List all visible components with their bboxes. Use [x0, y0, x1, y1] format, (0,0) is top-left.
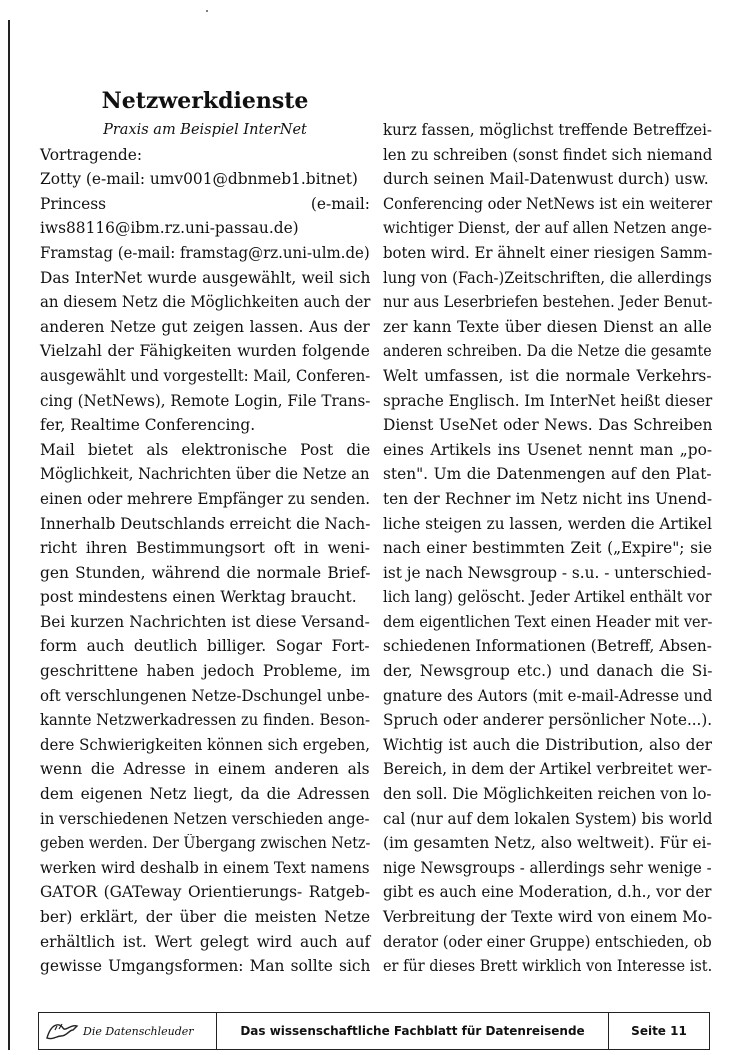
text-line: Bei kurzen Nachrichten ist diese Versand- [40, 612, 370, 631]
text-line: nige Newsgroups - allerdings sehr wenige - [383, 858, 712, 877]
left-column-text [40, 143, 370, 979]
text-line: werken wird deshalb in einem Text namens [40, 858, 370, 877]
text-line: Bereich, in dem der Artikel verbreitet wer- [383, 760, 712, 779]
right-column [383, 118, 712, 979]
text-line: Wichtig ist auch die Distribution, also der [383, 735, 712, 754]
text-line: Möglichkeit, Nachrichten über die Netze an [40, 465, 370, 484]
text-line-part: (e-mail: [310, 194, 370, 213]
text-line-part: Princess [40, 194, 107, 213]
article-title: Netzwerkdienste [101, 88, 309, 114]
text-line: zer kann Texte über diesen Dienst an alle [383, 317, 712, 336]
right-column-text [383, 118, 712, 979]
text-line: boten wird. Er ähnelt einer riesigen Samm- [383, 243, 713, 262]
footer-page-number: Seite 11 [631, 1024, 687, 1038]
text-line: sprache Englisch. Im InterNet heißt dieser [383, 391, 713, 410]
text-line: ten der Rechner im Netz nicht ins Unend- [383, 489, 713, 508]
text-line: gibt es auch eine Moderation, d.h., vor der [383, 883, 712, 902]
text-line: ausgewählt und vorgestellt: Mail, Conferen- [40, 366, 371, 385]
text-line: sten". Um die Datenmengen auf den Plat- [383, 465, 712, 484]
text-line: Framstag (e-mail: framstag@rz.uni-ulm.de) [40, 243, 370, 262]
text-line: geben werden. Der Übergang zwischen Netz- [40, 834, 371, 853]
text-line: dere Schwierigkeiten können sich ergeben, [40, 735, 370, 754]
text-line: Verbreitung der Texte wird von einem Mo- [383, 908, 713, 926]
text-line: Conferencing oder NetNews ist ein weiterer [383, 194, 713, 213]
text-line: den soll. Die Möglichkeiten reichen von lo- [383, 785, 712, 804]
text-line: derator (oder einer Gruppe) entschieden, ob [383, 932, 712, 951]
page-edge-line [8, 20, 10, 1050]
text-line: an diesem Netz die Möglichkeiten auch der [40, 293, 371, 312]
text-line: Innerhalb Deutschlands erreicht die Nach- [40, 514, 371, 533]
text-line: der, Newsgroup etc.) und danach die Si- [383, 662, 713, 681]
text-line: wenn die Adresse in einem anderen als [40, 760, 370, 779]
text-line: anderen schreiben. Da die Netze die gesamte [383, 342, 712, 361]
text-line: Zotty (e-mail: umv001@dbnmeb1.bitnet) [40, 170, 358, 189]
text-line: post mindestens einen Werktag braucht. [40, 588, 357, 607]
text-line: nur aus Leserbriefen bestehen. Jeder Benut- [383, 293, 713, 312]
text-line: form auch deutlich billiger. Sogar Fort- [40, 637, 370, 656]
text-line: richt ihren Bestimmungsort oft in weni- [40, 539, 370, 558]
text-line: kannte Netzwerkadressen zu finden. Beson- [40, 711, 370, 730]
footer-logo-text: Die Datenschleuder [83, 1024, 194, 1038]
left-column [40, 118, 370, 979]
text-line: ber) erklärt, der über die meisten Netze [40, 908, 371, 926]
text-line: anderen Netze gut zeigen lassen. Aus der [40, 317, 370, 336]
text-line: er für dieses Brett wirklich von Interesse ist. [383, 957, 713, 976]
text-line: Mail bietet als elektronische Post die [40, 440, 371, 459]
text-line: erhältlich ist. Wert gelegt wird auch auf [40, 932, 371, 951]
dragon-logo-icon [45, 1020, 79, 1042]
article-subtitle: Praxis am Beispiel InterNet [103, 122, 307, 138]
text-line: liche steigen zu lassen, werden die Artikel [383, 514, 712, 533]
scan-speck [206, 10, 208, 12]
text-line: Vielzahl der Fähigkeiten wurden folgende [40, 342, 370, 361]
text-line: GATOR (GATeway Orientierungs- Ratgeb- [40, 883, 371, 902]
text-line: oft verschlungenen Netze-Dschungel unbe- [40, 686, 370, 705]
footer-tagline: Das wissenschaftliche Fachblatt für Datenreisende [217, 1013, 609, 1049]
text-line: in verschiedenen Netzen verschieden ange- [40, 809, 370, 828]
text-line: geschrittene haben jedoch Probleme, im [40, 662, 371, 681]
text-line: gen Stunden, während die normale Brief- [40, 563, 371, 582]
text-line: einen oder mehrere Empfänger zu senden. [40, 489, 371, 508]
text-line: wichtiger Dienst, der auf allen Netzen ange- [383, 219, 712, 238]
text-line: (im gesamten Netz, also weltweit). Für ei- [383, 834, 712, 853]
text-line: dem eigentlichen Text einen Header mit ver- [383, 612, 713, 631]
text-line: fer, Realtime Conferencing. [40, 416, 256, 435]
text-line: kurz fassen, möglichst treffende Betreffzei- [383, 121, 712, 139]
text-line [40, 192, 370, 217]
text-line: ist je nach Newsgroup - s.u. - unterschied- [383, 563, 712, 582]
text-line: eines Artikels ins Usenet nennt man „po- [383, 440, 713, 459]
text-line: nach einer bestimmten Zeit („Expire"; sie [383, 539, 713, 558]
text-line: dem eigenen Netz liegt, da die Adressen [40, 785, 370, 804]
text-line: cal (nur auf dem lokalen System) bis world [383, 809, 713, 828]
footer-logo [39, 1013, 217, 1049]
text-line: lung von (Fach-)Zeitschriften, die allerdings [383, 268, 712, 287]
page-footer [38, 1012, 710, 1050]
text-line: lich lang) gelöscht. Jeder Artikel enthält vor [383, 588, 712, 607]
text-line: Dienst UseNet oder News. Das Schreiben [383, 416, 713, 435]
text-line: cing (NetNews), Remote Login, File Trans- [40, 391, 371, 410]
text-line: durch seinen Mail-Datenwust durch) usw. [383, 170, 709, 189]
text-line: gnature des Autors (mit e-mail-Adresse und [383, 686, 713, 705]
text-line: iws88116@ibm.rz.uni-passau.de) [40, 219, 299, 238]
text-line: schiedenen Informationen (Betreff, Absen- [383, 637, 712, 656]
text-line: Das InterNet wurde ausgewählt, weil sich [40, 268, 371, 287]
text-line: Welt umfassen, ist die normale Verkehrs- [383, 366, 712, 385]
text-line: gewisse Umgangsformen: Man sollte sich [40, 957, 371, 976]
text-line: len zu schreiben (sonst findet sich niemand [383, 145, 713, 164]
text-line: Vortragende: [40, 145, 143, 164]
text-line: Spruch oder anderer persönlicher Note...). [383, 711, 713, 730]
